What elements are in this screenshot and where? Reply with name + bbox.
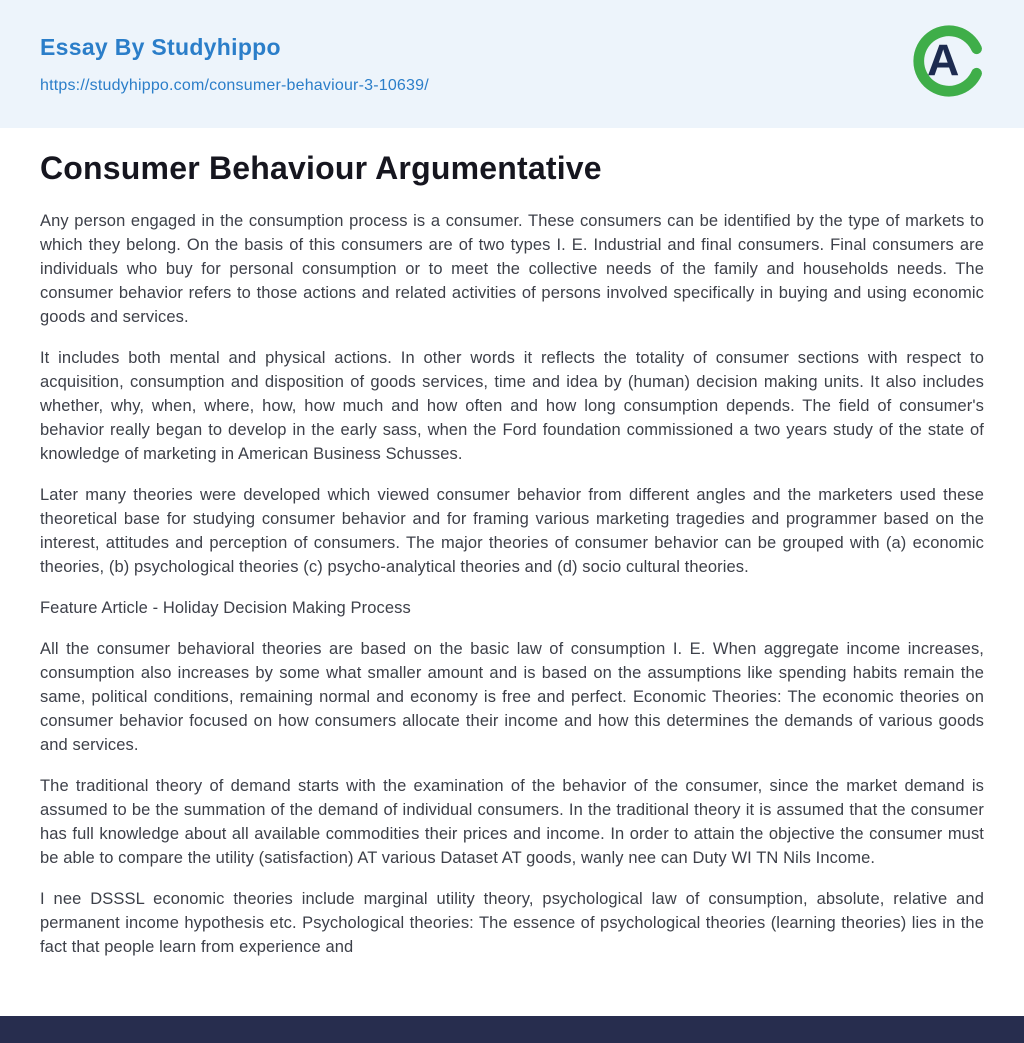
- logo-letter: A: [926, 34, 960, 86]
- feature-article-line: Feature Article - Holiday Decision Making Process: [40, 599, 411, 617]
- essay-paragraph: The traditional theory of demand starts with the examination of the behavior of the consumer, since the market demand is assumed to be the summation of the demand of individual consumers. In the traditional theory it is assumed that the consumer has full knowledge about all available commodities their prices and income. In order to attain the objective the consumer must be able to compare the utility (satisfaction) AT various Dataset AT goods, wanly nee can Duty WI TN Nils Income.: [40, 777, 984, 867]
- source-url-link[interactable]: https://studyhippo.com/consumer-behaviour-3-10639/: [40, 77, 429, 94]
- essay-paragraph: Later many theories were developed which viewed consumer behavior from different angles and the marketers used these theoretical base for studying consumer behavior and for framing various marketing tragedies and programmer based on the interest, attitudes and perception of consumers. The major theories of consumer behavior can be grouped with (a) economic theories, (b) psychological theories (c) psycho-analytical theories and (d) socio cultural theories.: [40, 486, 984, 576]
- page-header: [0, 0, 1024, 128]
- essay-paragraph: I nee DSSSL economic theories include marginal utility theory, psychological law of consumption, absolute, relative and permanent income hypothesis etc. Psychological theories: The essence of psychological theories (learning theories) lies in the fact that people learn from experience and: [40, 890, 984, 956]
- essay-paragraph: It includes both mental and physical actions. In other words it reflects the totality of consumer sections with respect to acquisition, consumption and disposition of goods services, time and idea by (human) decision making units. It also includes whether, why, when, where, how, how much and how often and how long consumption depends. The field of consumer's behavior really began to develop in the early sass, when the Ford foundation commissioned a two years study of the state of knowledge of marketing in American Business Schusses.: [40, 349, 984, 463]
- byline: Essay By Studyhippo: [40, 34, 281, 60]
- essay-paragraph: Any person engaged in the consumption process is a consumer. These consumers can be identified by the type of markets to which they belong. On the basis of this consumers are of two types I. E. Industrial and final consumers. Final consumers are individuals who buy for personal consumption or to meet the collective needs of the family and households needs. The consumer behavior refers to those actions and related activities of persons involved specifically in buying and using economic goods and services.: [40, 212, 984, 326]
- essay-paragraph: All the consumer behavioral theories are based on the basic law of consumption I. E. When aggregate income increases, consumption also increases by some what smaller amount and is based on the assumptions like spending habits remain the same, political conditions, remaining normal and economy is free and perfect. Economic Theories: The economic theories on consumer behavior focused on how consumers allocate their income and how this determines the demands of various goods and services.: [40, 640, 984, 754]
- page-title: Consumer Behaviour Argumentative: [40, 150, 602, 186]
- studyhippo-logo-icon: [910, 22, 988, 100]
- footer-bar: [0, 1016, 1024, 1043]
- essay-content: [0, 128, 1024, 959]
